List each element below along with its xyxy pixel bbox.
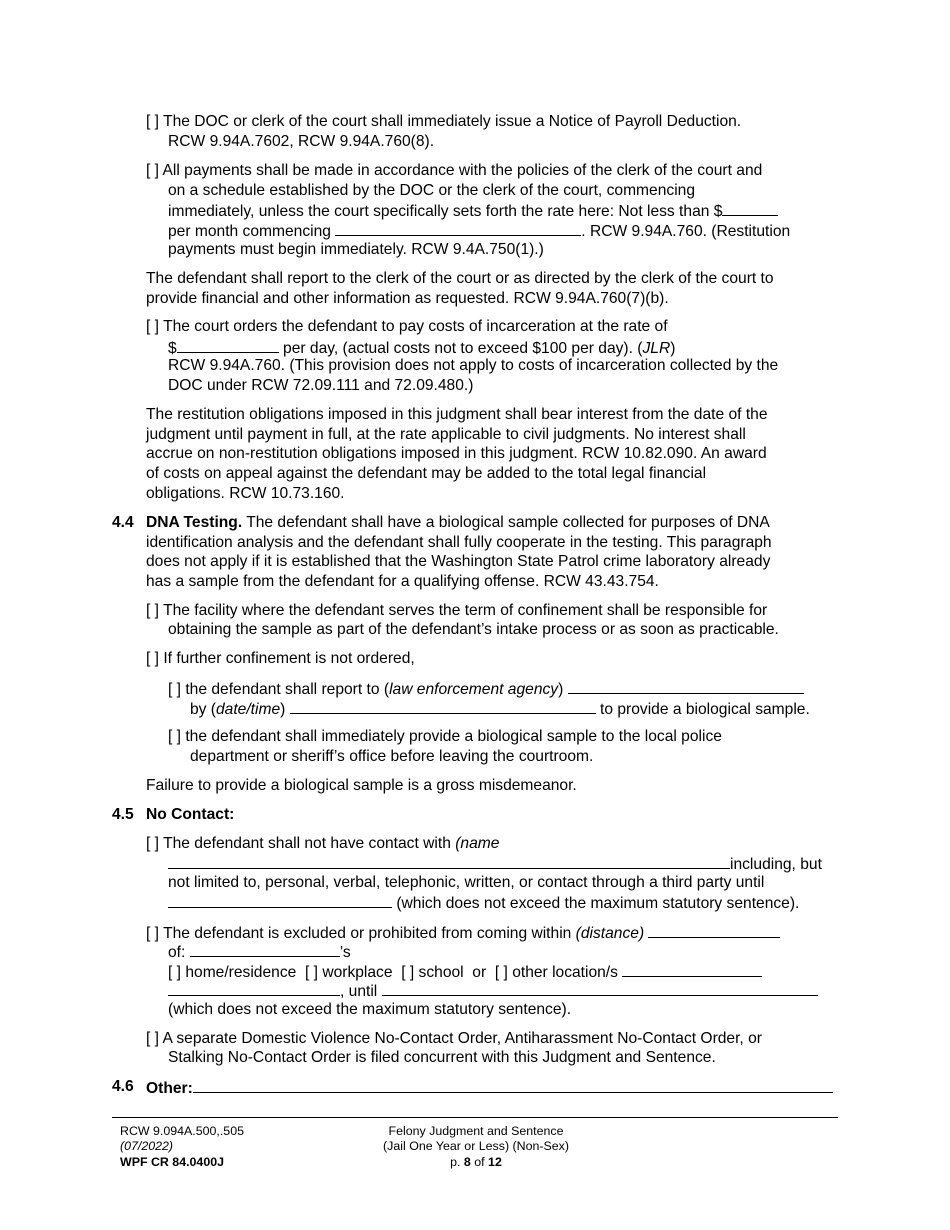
no-contact-item <box>146 834 499 854</box>
close-paren: ) <box>670 340 676 357</box>
separate-order-item <box>146 1029 762 1049</box>
exclusion-until-field[interactable] <box>382 980 818 996</box>
payment-rate-text: immediately, unless the court specifically sets forth the rate here: Not less than $ <box>168 203 723 220</box>
other-location-checkbox[interactable]: [ ] <box>494 964 508 981</box>
dna-immediate-item <box>168 727 722 747</box>
monthly-amount-field[interactable] <box>722 200 778 216</box>
workplace-label: workplace <box>322 964 393 981</box>
payroll-deduction-citation: RCW 9.94A.7602, RCW 9.94A.760(8). <box>168 133 435 150</box>
distance-label: (distance) <box>575 925 645 942</box>
checkbox[interactable]: [ ] <box>146 925 159 942</box>
section-number: 4.5 <box>112 806 134 823</box>
exclusion-line4 <box>168 980 818 1002</box>
exclusion-text: The defendant is excluded or prohibited from coming within <box>163 925 576 942</box>
date-time-label: date/time <box>216 701 281 718</box>
checkbox[interactable]: [ ] <box>146 318 159 335</box>
checkbox[interactable]: [ ] <box>146 113 159 130</box>
jlr-text: JLR <box>642 340 671 357</box>
page-prefix: p. <box>450 1155 464 1169</box>
exclusion-line5: (which does not exceed the maximum statutory sentence). <box>168 1001 572 1018</box>
no-contact-text: The defendant shall not have contact with <box>163 835 456 852</box>
dna-immediate-line2: department or sheriff’s office before leaving the courtroom. <box>190 748 594 765</box>
section-4-4-heading <box>112 513 134 533</box>
other-location-label: other location/s <box>512 964 618 981</box>
of-text: of: <box>168 944 186 961</box>
incarceration-line4: DOC under RCW 72.09.111 and 72.09.480.) <box>168 377 474 394</box>
section-4-4-line2: identification analysis and the defendant shall fully cooperate in the testing. This paragraph <box>146 534 772 551</box>
footer-title: Felony Judgment and Sentence <box>388 1124 564 1138</box>
exclusion-line2 <box>168 941 351 963</box>
no-contact-line2 <box>168 853 822 875</box>
date-time-field[interactable] <box>290 698 596 714</box>
no-contact-line4 <box>168 892 799 914</box>
separate-order-text: A separate Domestic Violence No-Contact Order, Antiharassment No-Contact Order, or <box>162 1030 762 1047</box>
per-day-text: per day, (actual costs not to exceed $100 per day). ( <box>283 340 643 357</box>
agency-field[interactable] <box>568 678 804 694</box>
interest-line1: The restitution obligations imposed in this judgment shall bear interest from the date of the <box>146 406 768 423</box>
section-4-5-title <box>146 805 234 825</box>
checkbox[interactable]: [ ] <box>168 681 181 698</box>
home-label: home/residence <box>185 964 297 981</box>
current-page: 8 <box>463 1155 471 1169</box>
commencing-text: per month commencing <box>168 223 331 240</box>
no-contact-line3: not limited to, personal, verbal, telephonic, written, or contact through a third party until <box>168 874 765 891</box>
footer-rcw: RCW 9.094A.500,.505 <box>120 1124 244 1138</box>
school-checkbox[interactable]: [ ] <box>401 964 415 981</box>
section-4-4-line4: has a sample from the defendant for a qualifying offense. RCW 43.43.754. <box>146 573 659 590</box>
possessive-text: ’s <box>339 944 351 961</box>
dna-facility-item <box>146 601 767 621</box>
payment-schedule-line2: on a schedule established by the DOC or the clerk of the court, commencing <box>168 182 695 199</box>
failure-text: Failure to provide a biological sample is a gross misdemeanor. <box>146 777 577 794</box>
contact-name-field[interactable] <box>168 853 730 869</box>
payroll-deduction-text: The DOC or clerk of the court shall immediately issue a Notice of Payroll Deduction. <box>163 113 742 130</box>
report-to-text: the defendant shall report to ( <box>185 681 390 698</box>
incarceration-costs-item <box>146 317 668 337</box>
dna-immediate-text: the defendant shall immediately provide a biological sample to the local police <box>185 728 722 745</box>
payment-schedule-line3 <box>168 200 778 222</box>
section-4-6-heading <box>112 1077 134 1097</box>
dna-report-line2 <box>190 698 810 720</box>
section-title: DNA Testing. <box>146 514 243 531</box>
restitution-text: . RCW 9.94A.760. (Restitution <box>581 223 791 240</box>
close-paren: ) <box>280 701 286 718</box>
section-4-5-heading <box>112 805 134 825</box>
dna-report-item <box>168 678 804 700</box>
checkbox[interactable]: [ ] <box>146 602 159 619</box>
dna-facility-line2: obtaining the sample as part of the defendant’s intake process or as soon as practicable. <box>168 621 779 638</box>
incarceration-line3: RCW 9.94A.760. (This provision does not apply to costs of incarceration collected by the <box>168 357 779 374</box>
report-clerk-line1: The defendant shall report to the clerk of the court or as directed by the clerk of the court to <box>146 270 774 287</box>
dna-no-confinement-text: If further confinement is not ordered, <box>163 650 415 667</box>
section-title: No Contact: <box>146 806 235 823</box>
total-pages: 12 <box>488 1155 502 1169</box>
or-text: or <box>472 964 487 981</box>
interest-line5: obligations. RCW 10.73.160. <box>146 485 345 502</box>
dna-facility-text: The facility where the defendant serves the term of confinement shall be responsible for <box>163 602 768 619</box>
payment-schedule-line4 <box>168 220 790 242</box>
interest-line3: accrue on non-restitution obligations imposed in this judgment. RCW 10.82.090. An award <box>146 445 767 462</box>
checkbox[interactable]: [ ] <box>168 728 181 745</box>
person-field[interactable] <box>190 941 340 957</box>
including-text: including, but <box>730 856 822 873</box>
payment-schedule-item <box>146 161 762 181</box>
dollar-sign: $ <box>168 340 177 357</box>
interest-line4: of costs on appeal against the defendant may be added to the total legal financial <box>146 465 707 482</box>
commencing-date-field[interactable] <box>335 220 581 236</box>
checkbox[interactable]: [ ] <box>146 650 159 667</box>
daily-rate-field[interactable] <box>177 337 279 353</box>
workplace-checkbox[interactable]: [ ] <box>304 964 318 981</box>
home-checkbox[interactable]: [ ] <box>168 964 181 981</box>
close-paren: ) <box>558 681 564 698</box>
payment-schedule-text: All payments shall be made in accordance with the policies of the clerk of the court and <box>162 162 763 179</box>
location-detail-field[interactable] <box>168 980 340 996</box>
checkbox[interactable]: [ ] <box>146 1030 159 1047</box>
dna-text: The defendant shall have a biological sample collected for purposes of DNA <box>246 514 770 531</box>
until-text: , until <box>340 983 378 1000</box>
distance-field[interactable] <box>648 922 780 938</box>
dna-no-confinement-item <box>146 649 415 669</box>
section-number: 4.6 <box>112 1078 134 1095</box>
section-number: 4.4 <box>112 514 134 531</box>
interest-line2: judgment until payment in full, at the rate applicable to civil judgments. No interest shall <box>146 426 746 443</box>
incarceration-costs-text: The court orders the defendant to pay costs of incarceration at the rate of <box>163 318 668 335</box>
footer-form-id: WPF CR 84.0400J <box>120 1155 224 1169</box>
max-sentence-text: (which does not exceed the maximum statutory sentence). <box>396 895 800 912</box>
checkbox[interactable]: [ ] <box>146 162 159 179</box>
separate-order-line2: Stalking No-Contact Order is filed concurrent with this Judgment and Sentence. <box>168 1049 716 1066</box>
other-field[interactable] <box>193 1077 833 1093</box>
footer-page-number <box>326 1154 626 1170</box>
section-title: Other: <box>146 1080 193 1097</box>
checkbox[interactable]: [ ] <box>146 835 159 852</box>
page-of: of <box>470 1155 489 1169</box>
section-4-4-line3: does not apply if it is established that the Washington State Patrol crime laboratory already <box>146 553 771 570</box>
no-contact-until-field[interactable] <box>168 892 392 908</box>
section-4-6-line <box>146 1077 833 1099</box>
footer-divider <box>112 1117 838 1118</box>
section-4-4-line1 <box>146 513 770 533</box>
by-text: by ( <box>190 701 216 718</box>
payroll-deduction-item <box>146 112 741 132</box>
name-label: (name <box>455 835 500 852</box>
provide-sample-text: to provide a biological sample. <box>600 701 810 718</box>
school-label: school <box>418 964 464 981</box>
footer-subtitle: (Jail One Year or Less) (Non-Sex) <box>383 1139 569 1153</box>
footer-date: (07/2022) <box>120 1139 174 1153</box>
agency-label: law enforcement agency <box>389 681 559 698</box>
payment-schedule-line5: payments must begin immediately. RCW 9.4A.750(1).) <box>168 241 544 258</box>
report-clerk-line2: provide financial and other information as requested. RCW 9.94A.760(7)(b). <box>146 290 669 307</box>
other-location-field[interactable] <box>622 961 762 977</box>
